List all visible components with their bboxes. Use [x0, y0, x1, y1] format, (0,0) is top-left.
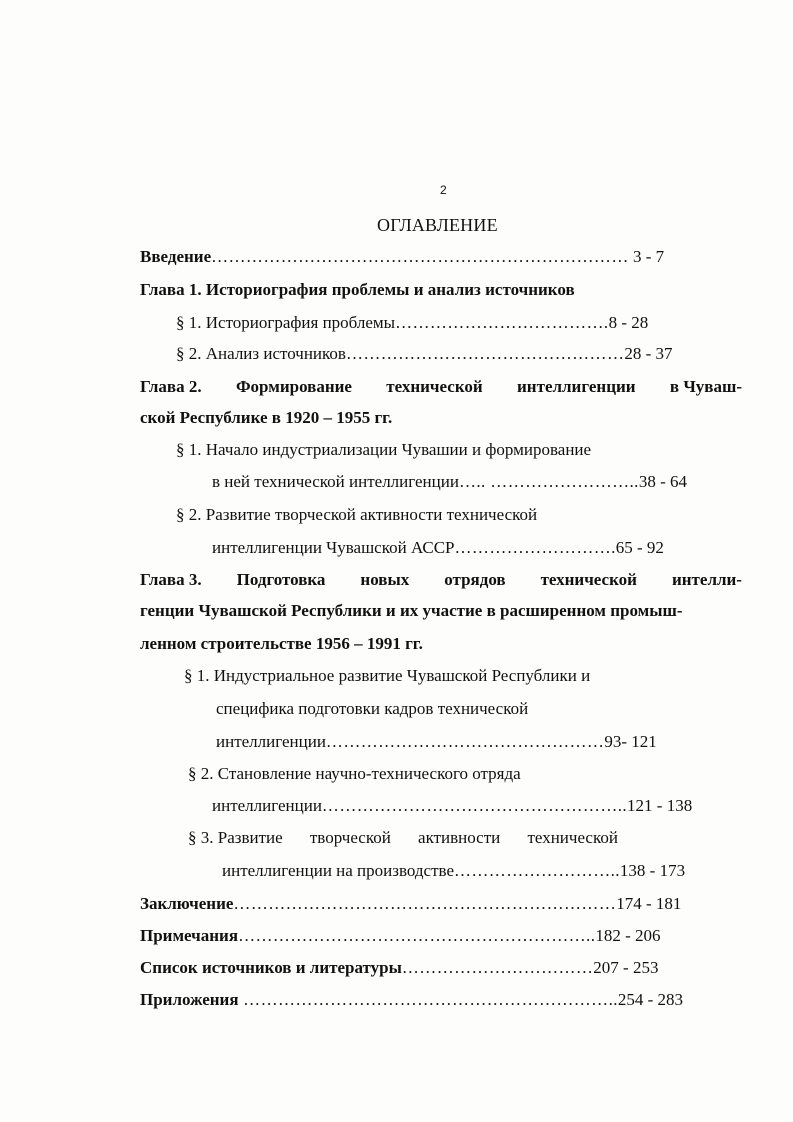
toc-leader: ……………………………………………………………… [211, 247, 629, 266]
toc-pages: 28 - 37 [624, 344, 673, 363]
page-number: 2 [440, 183, 447, 197]
toc-leader: ………………………………………………………… [233, 894, 617, 913]
toc-entry-ch3-s3-line-1[interactable] [188, 827, 618, 849]
toc-chapter-3-line-1[interactable] [140, 569, 742, 591]
toc-entry-ch3-s2-line-1[interactable]: § 2. Становление научно-технического отряда [188, 764, 521, 783]
word: интелли- [671, 570, 742, 589]
word: отрядов [444, 570, 506, 589]
toc-pages: 65 - 92 [615, 538, 664, 557]
toc-chapter-1[interactable]: Глава 1. Историография проблемы и анализ источников [140, 280, 575, 299]
toc-entry-label: интеллигенции [212, 796, 322, 815]
toc-pages: 8 - 28 [608, 313, 649, 332]
toc-entry-label: Приложения [140, 990, 239, 1009]
toc-leader: ….. …………………….. [458, 472, 639, 491]
word: технической [386, 377, 483, 396]
toc-chapter-2-line-1[interactable] [140, 376, 742, 398]
toc-entry-label: интеллигенции Чувашской АССР [212, 538, 455, 557]
toc-entry-label: § 2. Анализ источников [176, 344, 346, 363]
word: Глава 2. [140, 377, 202, 396]
toc-entry-label: Введение [140, 247, 212, 266]
word: активности [418, 828, 501, 847]
toc-entry-conclusion[interactable] [140, 893, 681, 915]
toc-leader: ……………………….. [454, 861, 620, 880]
toc-leader: ………………………………………… [325, 732, 605, 751]
toc-pages: 93- 121 [604, 732, 657, 751]
toc-entry-ch3-s1-line-1[interactable]: § 1. Индустриальное развитие Чувашской Республики и [184, 666, 591, 685]
toc-entry-label: Примечания [140, 926, 239, 945]
toc-entry-ch3-s1-line-3[interactable] [216, 731, 657, 753]
toc-entry-label: Заключение [140, 894, 234, 913]
toc-pages: 3 - 7 [628, 247, 665, 266]
toc-pages: 207 - 253 [593, 958, 659, 977]
word: новых [360, 570, 410, 589]
toc-leader: ………………………. [454, 538, 616, 557]
toc-entry-label: интеллигенции [216, 732, 326, 751]
toc-chapter-2-line-2[interactable]: ской Республике в 1920 – 1955 гг. [140, 408, 393, 427]
toc-pages: 182 - 206 [595, 926, 661, 945]
toc-entry-notes[interactable] [140, 925, 661, 947]
toc-entry-sources[interactable] [140, 957, 658, 979]
word: Подготовка [236, 570, 326, 589]
toc-pages: 121 - 138 [627, 796, 693, 815]
word: технической [540, 570, 637, 589]
toc-entry-appendix[interactable] [140, 989, 683, 1011]
word: Формирование [235, 377, 352, 396]
toc-leader: …………………………… [401, 958, 594, 977]
toc-leader: …………………………………………………….. [238, 926, 596, 945]
toc-pages: 38 - 64 [638, 472, 687, 491]
word: интеллигенции [517, 377, 636, 396]
word: творческой [309, 828, 391, 847]
toc-chapter-3-line-2[interactable]: генции Чувашской Республики и их участие в расширенном промыш- [140, 601, 683, 620]
toc-entry-label: Список источников и литературы [140, 958, 402, 977]
toc-entry-intro[interactable] [140, 246, 664, 268]
toc-heading: ОГЛАВЛЕНИЕ [377, 215, 498, 235]
toc-entry-label: интеллигенции на производстве [222, 861, 454, 880]
toc-leader: ………………………………………… [345, 344, 625, 363]
toc-leader: …………………………………………….. [321, 796, 628, 815]
toc-chapter-3-line-3[interactable]: ленном строительстве 1956 – 1991 гг. [140, 634, 423, 653]
word: § 3. Развитие [188, 828, 283, 847]
toc-entry-ch3-s1-line-2[interactable]: специфика подготовки кадров технической [216, 699, 529, 718]
toc-leader: ……………………………………………………….. [238, 990, 618, 1009]
toc-entry-label: в ней технической интеллигенции [212, 472, 459, 491]
toc-entry-ch2-s2-line-2[interactable] [212, 537, 664, 559]
toc-entry-ch3-s3-line-2[interactable] [222, 860, 685, 882]
toc-pages: 174 - 181 [616, 894, 682, 913]
toc-entry-label: § 1. Историография проблемы [176, 313, 396, 332]
toc-pages: 254 - 283 [617, 990, 684, 1009]
toc-entry-ch2-s1-line-1[interactable]: § 1. Начало индустриализации Чувашии и формирование [176, 440, 592, 459]
toc-entry-ch1-s2[interactable] [176, 343, 673, 365]
toc-entry-ch2-s2-line-1[interactable]: § 2. Развитие творческой активности технической [176, 505, 538, 524]
toc-entry-ch3-s2-line-2[interactable] [212, 795, 692, 817]
toc-pages: 138 - 173 [619, 861, 686, 880]
word: в Чуваш- [669, 377, 742, 396]
toc-leader: ………………………………. [395, 313, 609, 332]
word: Глава 3. [140, 570, 202, 589]
toc-entry-ch1-s1[interactable] [176, 312, 648, 334]
toc-entry-ch2-s1-line-2[interactable] [212, 471, 687, 493]
word: технической [527, 828, 618, 847]
